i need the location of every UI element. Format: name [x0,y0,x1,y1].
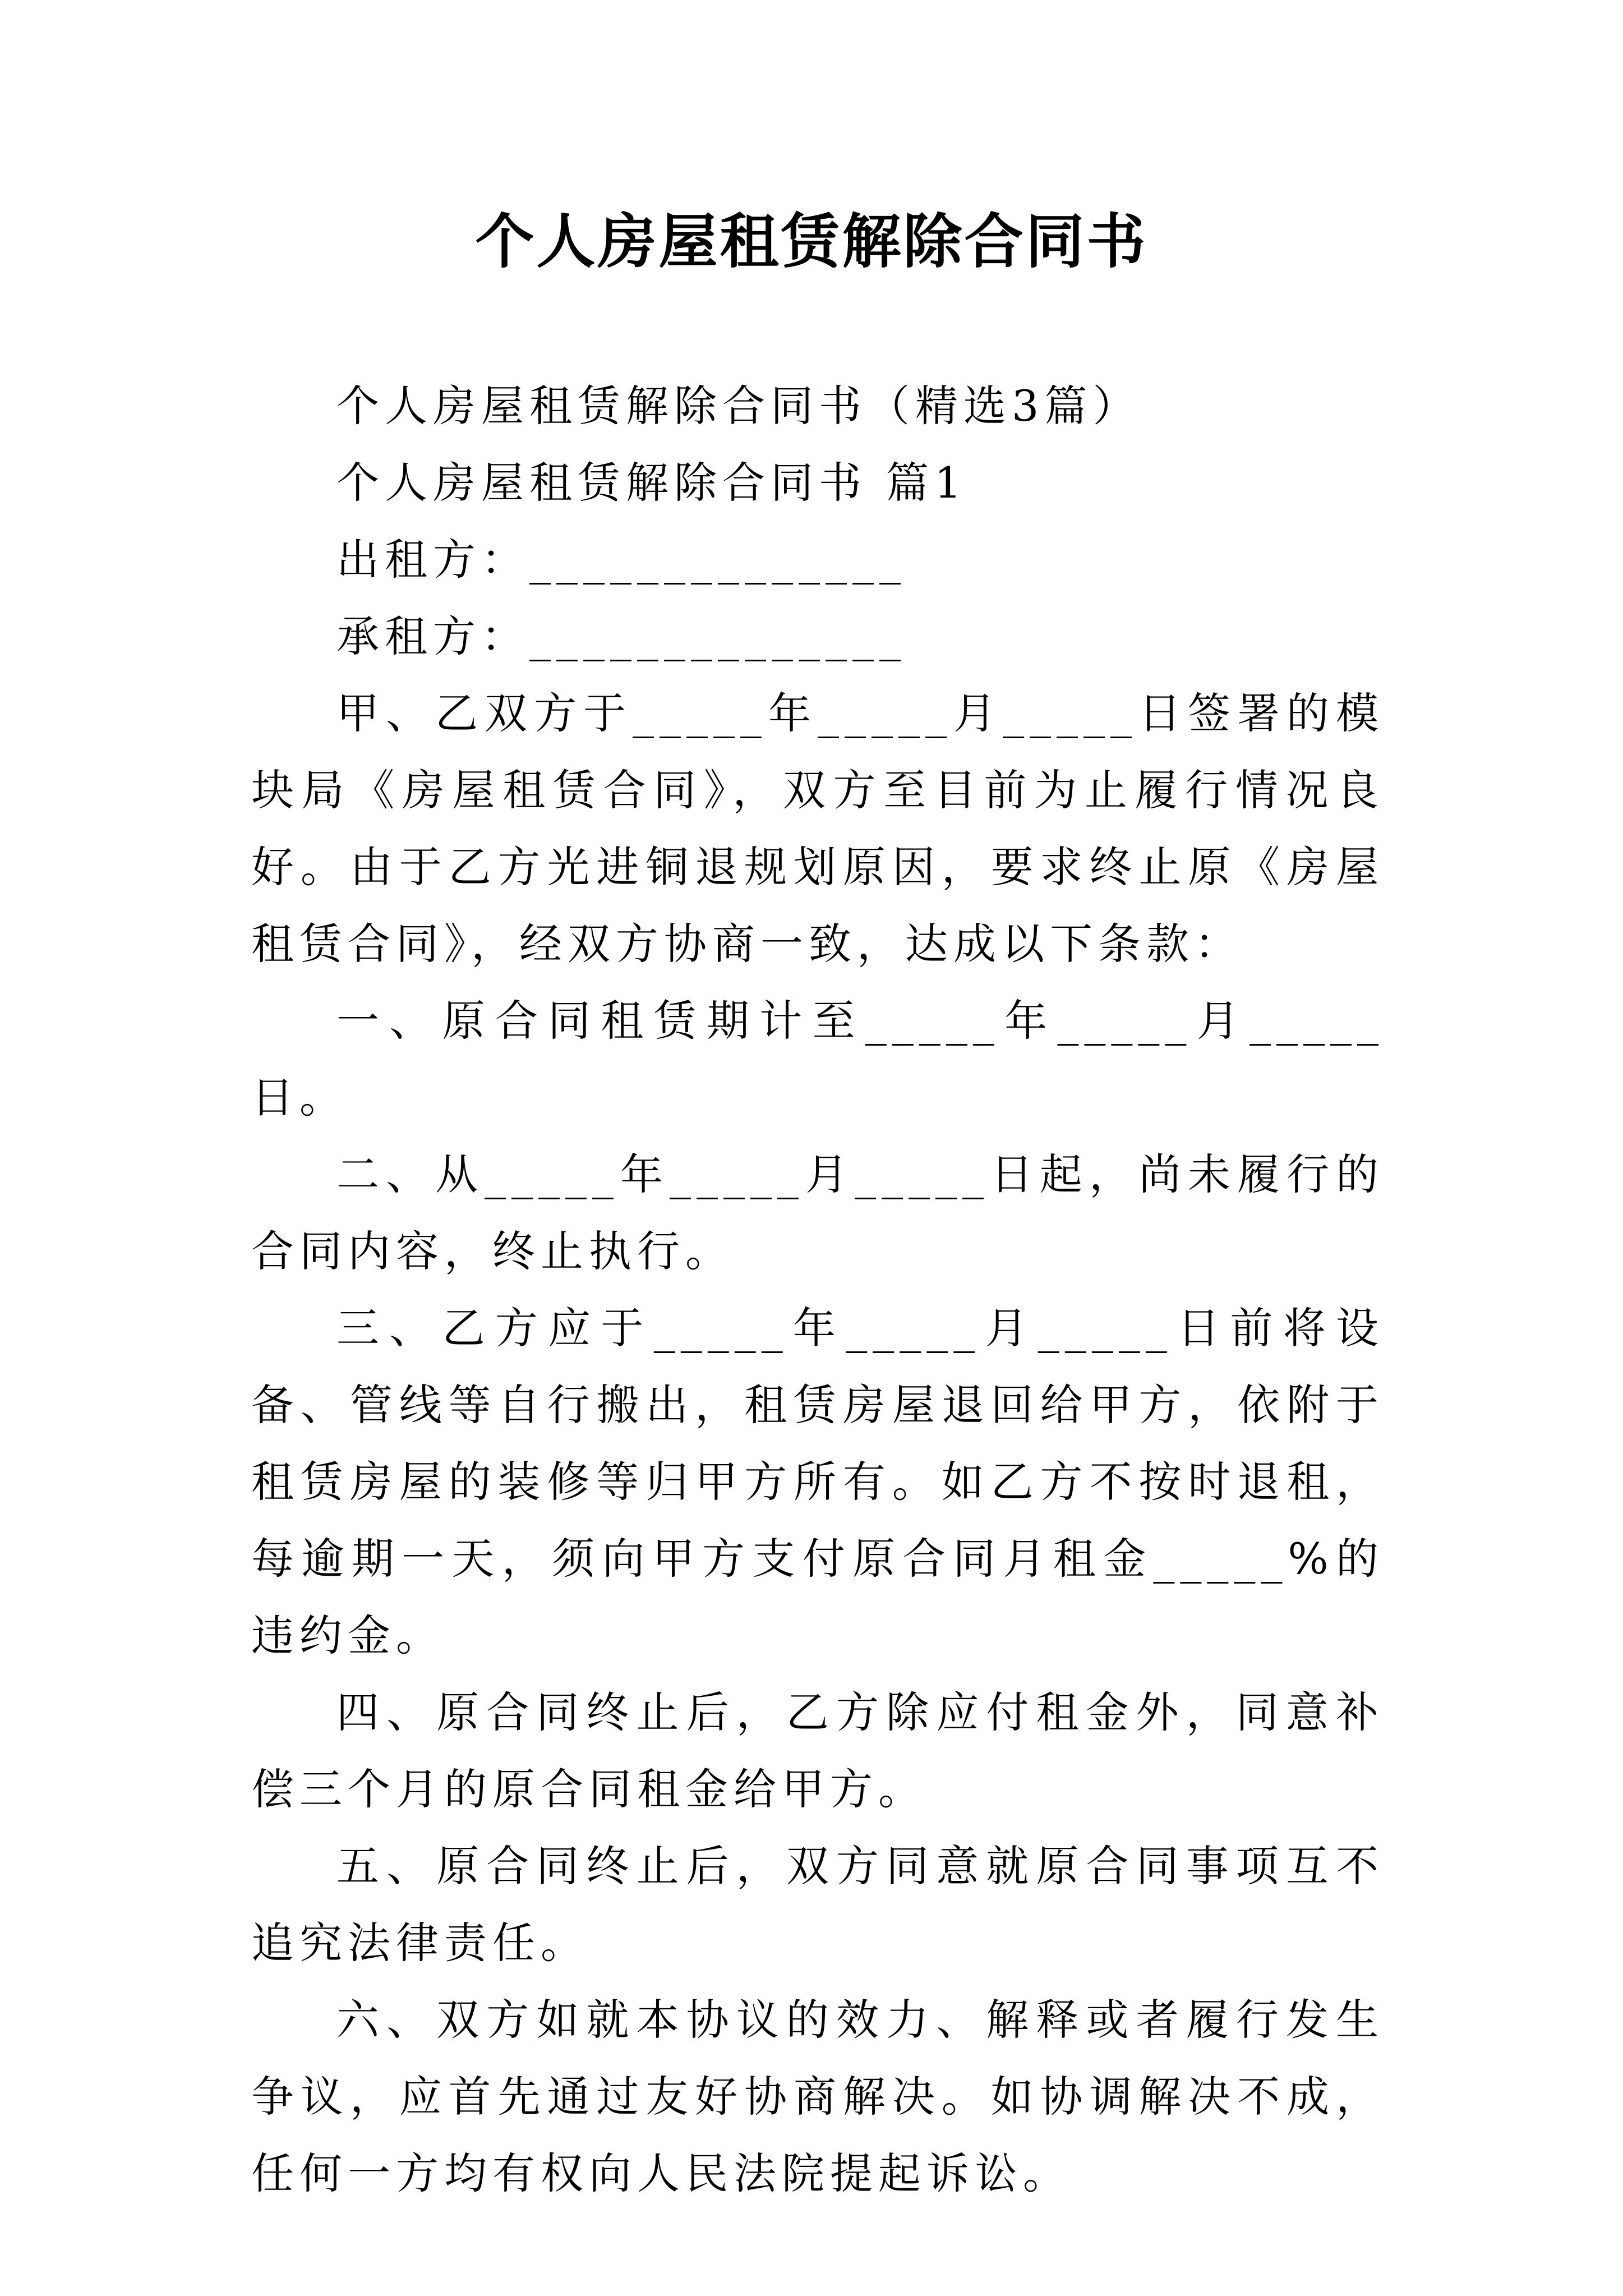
paragraph-section-heading: 个人房屋租赁解除合同书 篇1 [336,458,967,508]
paragraph-preamble: 甲、乙双方于_____年_____月_____日签署的模块局《房屋租赁合同》，双方至目前为止履行情况良好。由于乙方光进铜退规划原因，要求终止原《房屋租赁合同》，经双方协商一致，达成以下条款： [251,688,1384,969]
paragraph-clause-6: 六、双方如就本协议的效力、解释或者履行发生争议，应首先通过友好协商解决。如协调解决不成，任何一方均有权向人民法院提起诉讼。 [251,1995,1384,2198]
paragraph-clause-3: 三、乙方应于_____年_____月_____日前将设备、管线等自行搬出，租赁房屋退回给甲方，依附于租赁房屋的装修等归甲方所有。如乙方不按时退租，每逾期一天，须向甲方支付原合同月租金_____%的违约金。 [251,1303,1384,1660]
document-title: 个人房屋租赁解除合同书 [475,206,1148,276]
paragraph-subtitle: 个人房屋租赁解除合同书（精选3篇） [336,381,1141,431]
paragraph-lessor: 出租方：______________ [336,535,906,585]
paragraph-lessee: 承租方：______________ [336,611,906,661]
paragraph-clause-5: 五、原合同终止后，双方同意就原合同事项互不追究法律责任。 [251,1841,1384,1968]
paragraph-clause-4: 四、原合同终止后，乙方除应付租金外，同意补偿三个月的原合同租金给甲方。 [251,1687,1384,1814]
document-body [251,367,1384,2212]
paragraph-clause-1: 一、原合同租赁期计至_____年_____月_____日。 [251,996,1384,1122]
paragraph-clause-2: 二、从_____年_____月_____日起，尚未履行的合同内容，终止执行。 [251,1149,1384,1276]
